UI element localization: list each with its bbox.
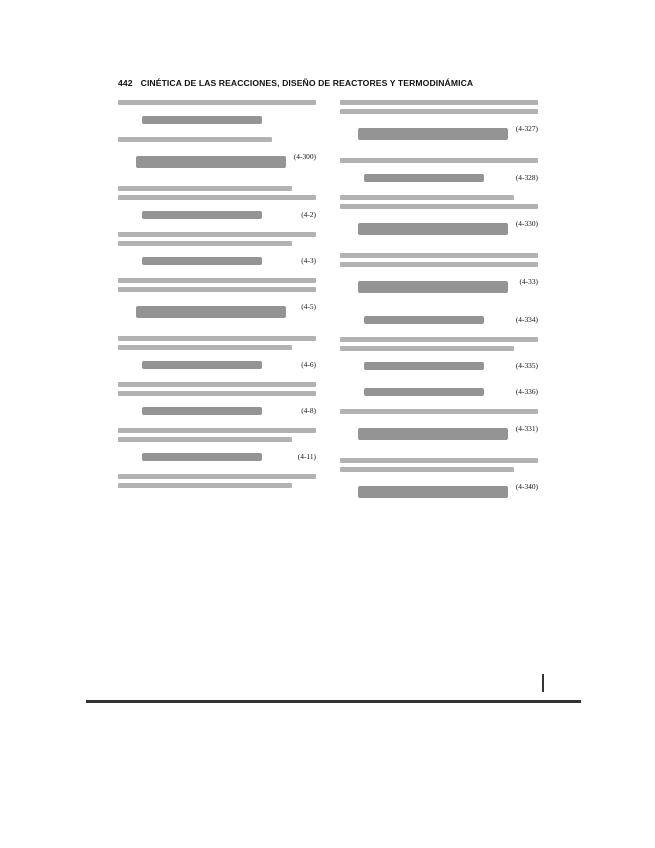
equation-number: (4-33) — [519, 277, 538, 286]
equation-ink — [358, 223, 508, 235]
text-line — [118, 391, 316, 396]
equation-ink — [358, 428, 508, 440]
equation-number: (4-335) — [515, 361, 538, 370]
text-line — [340, 458, 538, 463]
equation — [118, 448, 316, 466]
text-line — [340, 337, 538, 342]
text-line — [340, 195, 514, 200]
equation — [118, 206, 316, 224]
equation — [340, 420, 538, 450]
equation-number: (4-340) — [515, 482, 538, 491]
equation — [340, 169, 538, 187]
equation-ink — [142, 453, 262, 461]
equation-number: (4-327) — [515, 124, 538, 133]
equation-number: (4-334) — [515, 315, 538, 324]
equation-number: (4-2) — [301, 210, 316, 219]
equation-number: (4-6) — [301, 360, 316, 369]
equation — [340, 478, 538, 508]
text-line — [340, 346, 514, 351]
book-page — [118, 78, 538, 668]
equation-ink — [142, 407, 262, 415]
running-head: CINÉTICA DE LAS REACCIONES, DISEÑO DE REACTORES Y TERMODINÁMICA — [140, 78, 474, 88]
equation-ink — [136, 156, 286, 168]
text-line — [340, 262, 538, 267]
equation — [118, 252, 316, 270]
equation — [118, 298, 316, 328]
equation-number: (4-300) — [293, 152, 316, 161]
page-header — [118, 78, 538, 94]
equation-ink — [142, 211, 262, 219]
equation-number: (4-330) — [515, 219, 538, 228]
equation-ink — [364, 388, 484, 396]
equation-ink — [142, 257, 262, 265]
text-line — [118, 186, 292, 191]
equation-ink — [364, 174, 484, 182]
page-number: 442 — [118, 78, 133, 88]
text-line — [340, 409, 538, 414]
equation-ink — [142, 361, 262, 369]
equation — [340, 357, 538, 375]
equation-number: (4-5) — [301, 302, 316, 311]
footer-rule — [86, 700, 581, 703]
left-column — [118, 100, 316, 660]
equation-ink — [136, 306, 286, 318]
text-line — [118, 100, 316, 105]
corner-mark — [542, 674, 544, 692]
equation-ink — [142, 116, 262, 124]
text-line — [340, 158, 538, 163]
equation-ink — [358, 486, 508, 498]
equation-number: (4-336) — [515, 387, 538, 396]
right-column — [340, 100, 538, 660]
text-line — [118, 474, 316, 479]
equation-number: (4-3) — [301, 256, 316, 265]
text-line — [340, 100, 538, 105]
text-line — [340, 204, 538, 209]
equation-ink — [364, 362, 484, 370]
text-line — [118, 483, 292, 488]
text-line — [118, 345, 292, 350]
equation — [340, 383, 538, 401]
equation-number: (4-328) — [515, 173, 538, 182]
equation — [340, 215, 538, 245]
equation — [340, 273, 538, 303]
equation-ink — [364, 316, 484, 324]
equation — [118, 111, 316, 129]
equation-number: (4-8) — [301, 406, 316, 415]
equation-number: (4-11) — [297, 452, 316, 461]
text-line — [118, 137, 272, 142]
text-line — [118, 278, 316, 283]
text-line — [118, 336, 316, 341]
text-line — [118, 195, 316, 200]
text-line — [118, 437, 292, 442]
text-line — [118, 241, 292, 246]
text-line — [340, 253, 538, 258]
equation — [340, 311, 538, 329]
text-line — [118, 428, 316, 433]
equation — [118, 148, 316, 178]
text-line — [118, 382, 316, 387]
equation-ink — [358, 281, 508, 293]
text-line — [118, 232, 316, 237]
equation-number: (4-331) — [515, 424, 538, 433]
equation — [118, 356, 316, 374]
text-line — [340, 467, 514, 472]
equation — [118, 402, 316, 420]
text-line — [118, 287, 316, 292]
equation-ink — [358, 128, 508, 140]
equation — [340, 120, 538, 150]
text-line — [340, 109, 538, 114]
